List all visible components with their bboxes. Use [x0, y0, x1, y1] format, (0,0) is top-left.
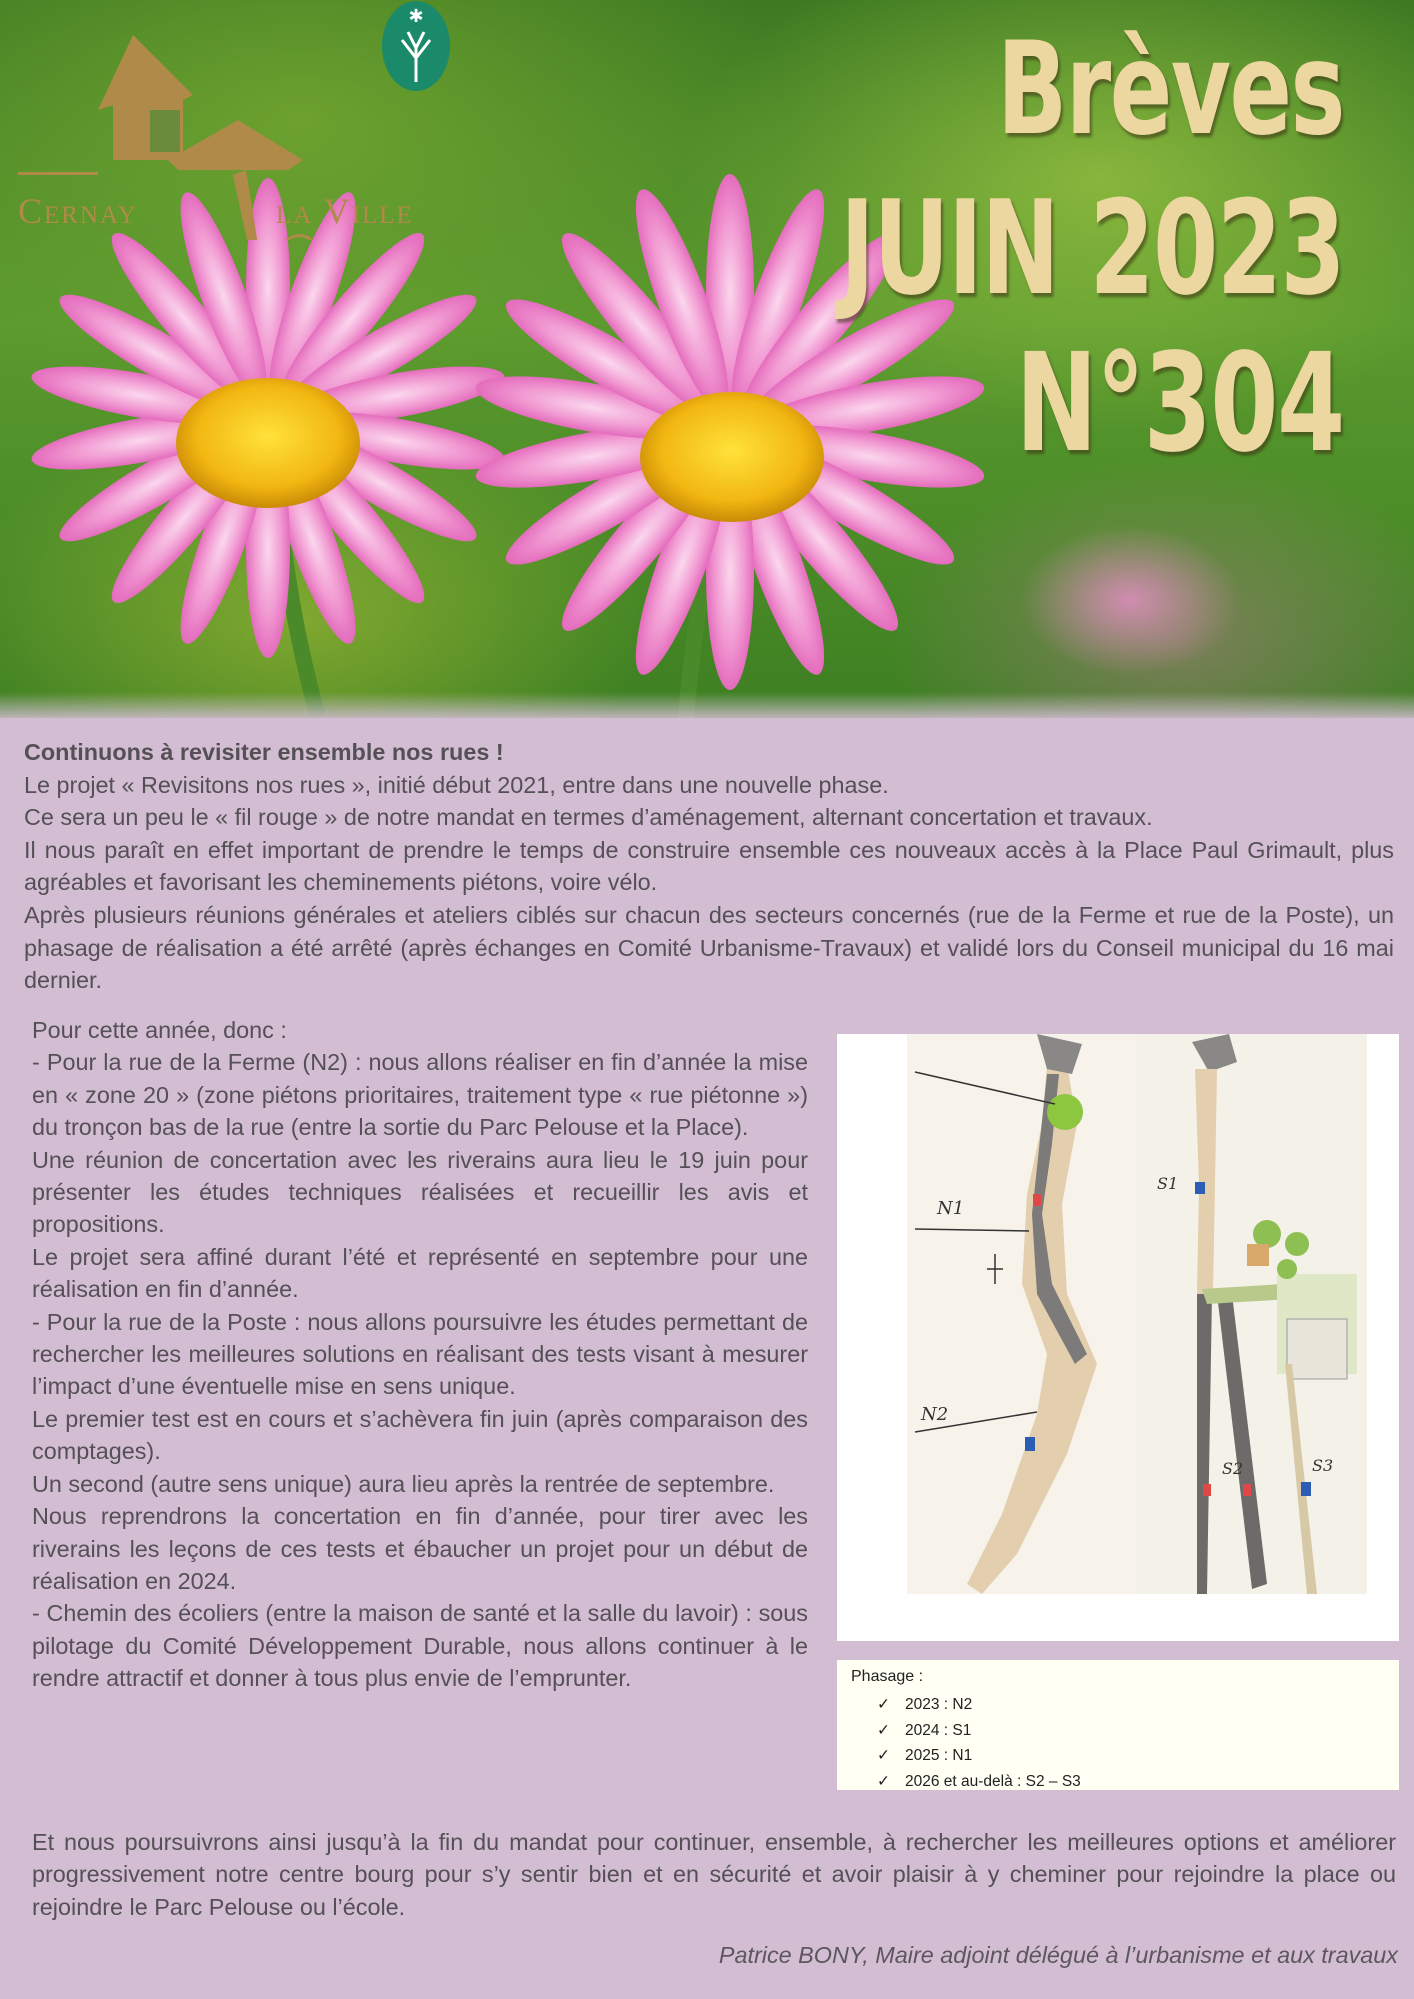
- body-paragraph: Le projet sera affiné durant l’été et représenté en septembre pour une réalisation en fin d’année.: [32, 1243, 808, 1303]
- title-issue-number: N°304: [1015, 325, 1344, 483]
- title-issue-date: JUIN 2023: [839, 172, 1344, 324]
- checkmark-icon: ✓: [877, 1747, 890, 1764]
- logo-word-right: la Ville: [276, 191, 414, 231]
- street-plan-drawing: [837, 1034, 1399, 1641]
- list-item: [877, 1692, 1081, 1718]
- map-label-n2: N2: [921, 1404, 949, 1425]
- phasage-item: 2026 et au-delà : S2 – S3: [905, 1772, 1081, 1790]
- phasage-item: 2023 : N2: [905, 1696, 973, 1713]
- body-paragraph: Une réunion de concertation avec les riverains aura lieu le 19 juin pour présenter les études techniques réalisées et recueillir les avis et propositions.: [32, 1146, 808, 1238]
- intro-paragraph: Le projet « Revisitons nos rues », initié début 2021, entre dans une nouvelle phase.: [24, 771, 889, 798]
- list-item: [877, 1743, 1081, 1769]
- body-paragraph: Un second (autre sens unique) aura lieu après la rentrée de septembre.: [32, 1470, 775, 1497]
- intro-paragraph: Après plusieurs réunions générales et ateliers ciblés sur chacun des secteurs concernés (rue de la Ferme et rue de la Poste), un phasage de réalisation a été arrêté (après échanges en Comité Urbanisme-Travaux) et validé lors du Conseil municipal du 16 mai dernier.: [24, 901, 1394, 994]
- list-item: [877, 1769, 1081, 1795]
- list-item: [877, 1718, 1081, 1744]
- checkmark-icon: ✓: [877, 1772, 890, 1790]
- map-label-s2: S2: [1222, 1459, 1244, 1478]
- author-signature: Patrice BONY, Maire adjoint délégué à l’urbanisme et aux travaux: [718, 1942, 1398, 1968]
- street-plan-map: [837, 1034, 1399, 1641]
- intro-heading: Continuons à revisiter ensemble nos rues !: [24, 739, 504, 765]
- map-label-n1: N1: [937, 1198, 965, 1219]
- title-breves: Brèves: [997, 15, 1344, 164]
- svg-text:✱: ✱: [408, 6, 424, 27]
- body-paragraph: - Pour la rue de la Poste : nous allons poursuivre les études permettant de rechercher les meilleures solutions en réalisant des tests visant à mesurer l’impact d’une éventuelle mise en sens unique.: [32, 1308, 808, 1400]
- body-paragraph: - Pour la rue de la Ferme (N2) : nous allons réaliser en fin d’année la mise en « zone 20 » (zone piétons prioritaires, traitement type « rue piétonne ») du tronçon bas de la rue (entre la sortie du Parc Pelouse et la Place).: [32, 1049, 808, 1141]
- map-label-s3: S3: [1312, 1456, 1334, 1475]
- closing-paragraph: Et nous poursuivrons ainsi jusqu’à la fin du mandat pour continuer, ensemble, à rechercher les meilleures options et améliorer progressivement notre centre bourg pour s’y sentir bien et en sécurité et avoir plaisir à y cheminer pour rejoindre la place ou rejoindre le Parc Pelouse ou l’école.: [32, 1829, 1396, 1920]
- body-paragraph: - Chemin des écoliers (entre la maison de santé et la salle du lavoir) : sous pilotage du Comité Développement Durable, nous allons continuer à le rendre attractif et donner à tous plus envie de l’emprunter.: [32, 1600, 808, 1692]
- checkmark-icon: ✓: [877, 1721, 890, 1739]
- intro-paragraph: Il nous paraît en effet important de prendre le temps de construire ensemble ces nouveaux accès à la Place Paul Grimault, plus agréables et favorisant les cheminements piétons, voire vélo.: [24, 836, 1394, 896]
- phasage-item: 2025 : N1: [905, 1747, 973, 1764]
- regional-park-tree-logo-icon: [380, 0, 452, 92]
- phasage-box: [837, 1660, 1399, 1790]
- hero-banner: [0, 0, 1414, 718]
- body-paragraph: Pour cette année, donc :: [32, 1017, 287, 1043]
- logo-word-left: Cernay: [18, 191, 138, 231]
- intro-section: [24, 736, 1394, 997]
- body-paragraph: Le premier test est en cours et s’achèvera fin juin (après comparaison des comptages).: [32, 1405, 808, 1465]
- body-paragraph: Nous reprendrons la concertation en fin d’année, pour tirer avec les riverains les leçons de ces tests et ébaucher un projet pour un début de réalisation en 2024.: [32, 1503, 808, 1594]
- body-left-column: [32, 1014, 808, 1695]
- checkmark-icon: ✓: [877, 1696, 890, 1713]
- phasage-list: [877, 1692, 1081, 1794]
- map-label-s1: S1: [1157, 1174, 1179, 1193]
- intro-paragraph: Ce sera un peu le « fil rouge » de notre mandat en termes d’aménagement, alternant concertation et travaux.: [24, 804, 1153, 831]
- phasage-title: Phasage :: [851, 1668, 924, 1685]
- phasage-item: 2024 : S1: [905, 1721, 972, 1739]
